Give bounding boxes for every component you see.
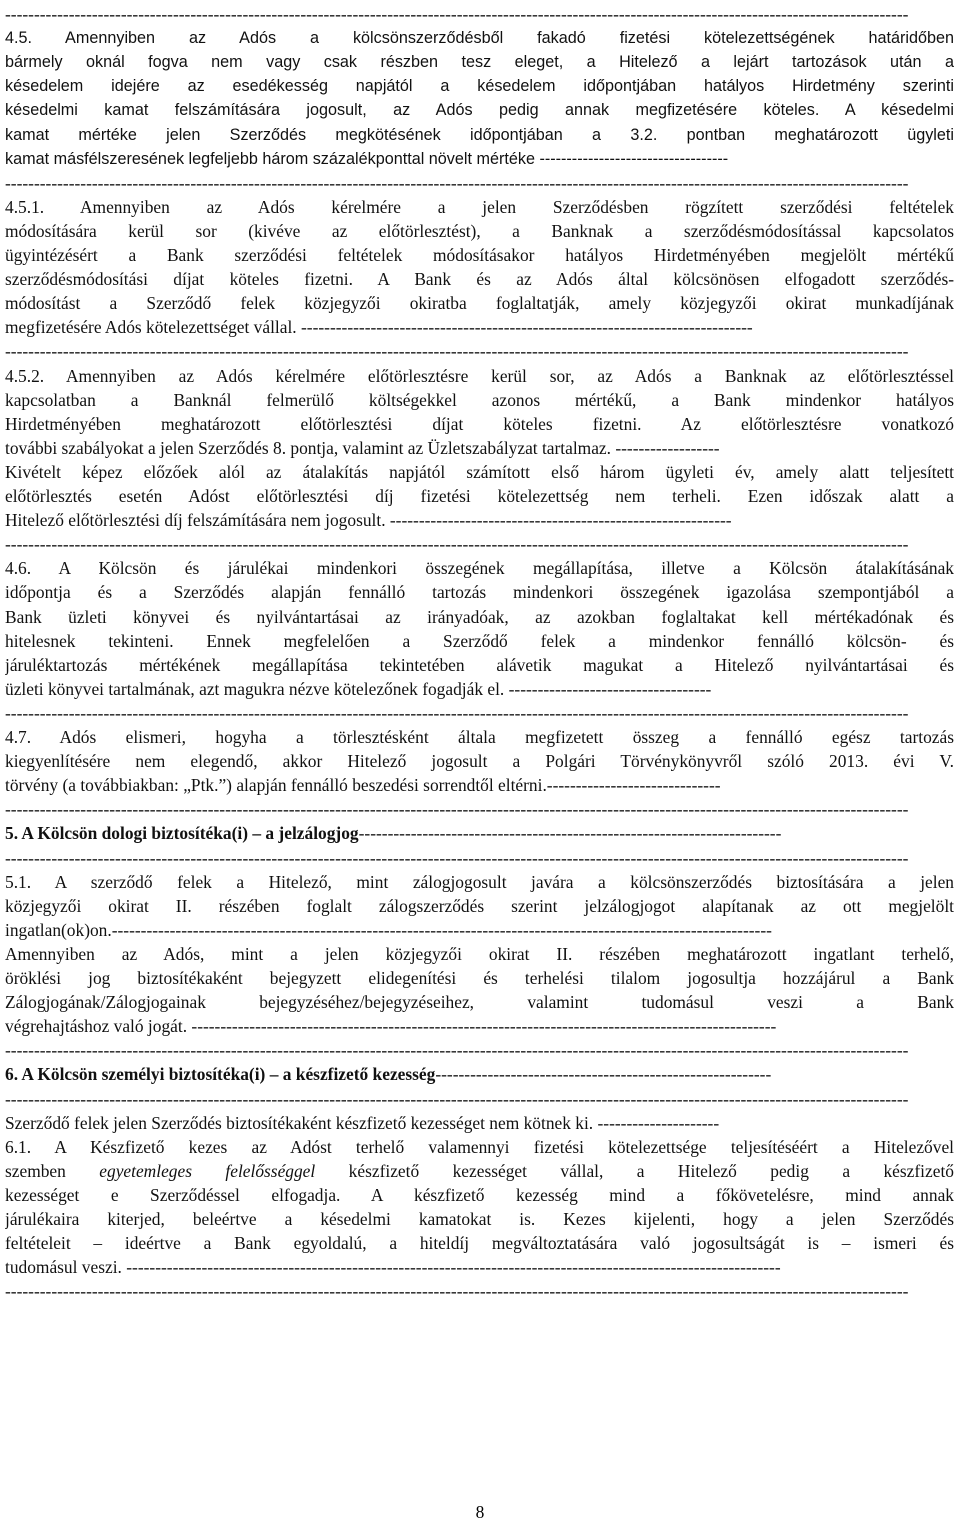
italic-phrase: egyetemleges felelősséggel (99, 1160, 316, 1181)
separator-line: ------------------------------------------------------------------------------------------------------------------------------------------------------------ (5, 4, 909, 24)
text-line: kezességet e Szerződéssel elfogadja. A készfizető kezesség mind a főkövetelésre, mind annak (5, 1184, 954, 1205)
text-line: további szabályokat a jelen Szerződés 8. pontja, valamint az Üzletszabályzat tartalmaz. ------------------ (5, 437, 720, 458)
text-line: ingatlan(ok)on.------------------------------------------------------------------------------------------------------------------ (5, 919, 772, 940)
text-line: kapcsolatban a Banknál felmerülő költségekkel azonos mértékű, a Bank mindenkor hatályos (5, 389, 954, 410)
separator-line: ------------------------------------------------------------------------------------------------------------------------------------------------------------ (5, 1040, 909, 1061)
text-line: kamat mértéke jelen Szerződés megkötésének időpontjában a 3.2. pontban meghatározott ügyleti (5, 125, 954, 144)
text-line: 4.5. Amennyiben az Adós a kölcsönszerződésből fakadó fizetési kötelezettségének határidőben (5, 29, 954, 48)
text-line: módosítására kerül sor (kivéve az előtörlesztést), a Banknak a szerződésmódosítással kapcsolatos (5, 220, 954, 241)
text-line: előtörlesztés esetén Adóst előtörlesztési díj fizetési kötelezettség nem terheli. Ezen időszak alatt a (5, 486, 954, 506)
text-line: Amennyiben az Adós, mint a jelen közjegyzői okirat II. részében meghatározott ingatlant terhelő, (5, 943, 954, 964)
text-line: Zálogjogának/Zálogjogainak bejegyzéséhez/bejegyzéseihez, valamint tudomásul veszi a Bank (5, 992, 954, 1013)
section-heading (5, 1062, 954, 1086)
separator-line: ------------------------------------------------------------------------------------------------------------------------------------------------------------ (5, 702, 909, 723)
heading-text: 6. A Kölcsön személyi biztosítéka(i) – a készfizető kezesség (5, 1064, 436, 1085)
heading-dashes: ---------------------------------------------------------- (435, 1064, 772, 1085)
separator-line: ------------------------------------------------------------------------------------------------------------------------------------------------------------ (5, 1281, 909, 1302)
heading-dashes: ------------------------------------------------------------------------- (358, 823, 782, 844)
separator-line: ------------------------------------------------------------------------------------------------------------------------------------------------------------ (5, 341, 909, 362)
text-line: időpontja és a Szerződés alapján fennálló tartozás mindenkori összegének igazolása szempontjából a (5, 582, 954, 603)
text-line: ügyintézésért a Bank szerződési feltételek módosításakor hatályos Hirdetményében megjelölt mértékű (5, 245, 954, 265)
heading-text: 5. A Kölcsön dologi biztosítéka(i) – a jelzálogjog (5, 823, 359, 844)
text-line: öröklési jog biztosítékaként bejegyzett elidegenítési és terhelési tilalom jogosultja hozzájárul a Bank (5, 968, 954, 988)
text-line: szerződésmódosítási díjat köteles fizetni. A Bank és az Adós által kölcsönösen elfogadott szerződés- (5, 269, 954, 290)
text-line: 6.1. A Készfizető kezes az Adóst terhelő valamennyi fizetési kötelezettsége teljesítéséért a Hitelezővel (5, 1136, 954, 1157)
text-line: 4.5.1. Amennyiben az Adós kérelmére a jelen Szerződésben rögzített szerződési feltételek (5, 196, 954, 217)
text-line: törvény (a továbbiakban: „Ptk.”) alapján fennálló beszedési sorrendtől eltérni.------------------------------ (5, 775, 721, 796)
text-line: járuléktartozás mértékének megállapítása tekintetében alávetik magukat a Hitelező nyilvántartásai és (5, 654, 954, 675)
separator-line: ------------------------------------------------------------------------------------------------------------------------------------------------------------ (5, 172, 909, 193)
text-line: tudomásul veszi. ----------------------------------------------------------------------------------------------------------------- (5, 1257, 781, 1278)
text-line: 4.6. A Kölcsön és járulékai mindenkori összegének megállapítása, illetve a Kölcsön átalakításának (5, 558, 954, 579)
text-line: hitelesnek tekinteni. Ennek megfelelően a Szerződő felek a mindenkor fennálló kölcsön- és (5, 630, 954, 651)
text-line: Kivételt képez előzőek alól az átalakítás napjától számított első három ügyleti év, amely alatt teljesített (5, 461, 954, 482)
text-line: feltételeit – ideértve a Bank egyoldalú, a hiteldíj megváltoztatására való jogosultságát is – ismeri és (5, 1233, 954, 1254)
text-line: kamat másfélszeresének legfeljebb három százalékponttal növelt mértéke ----------------------------------- (5, 149, 729, 168)
text-line: bármely oknál fogva nem vagy csak részben tesz eleget, a Hitelező a lejárt tartozások után a (5, 53, 954, 72)
text-line: Szerződő felek jelen Szerződés biztosítékaként készfizető kezességet nem kötnek ki. --------------------- (5, 1112, 720, 1133)
text-line: késedelmi kamat felszámítására jogosult, az Adós pedig annak megfizetésére köteles. A késedelmi (5, 101, 954, 120)
text-line: Hirdetményében meghatározott előtörlesztési díjat köteles fizetni. Az előtörlesztésre vonatkozó (5, 413, 954, 434)
text-line: 4.5.2. Amennyiben az Adós kérelmére előtörlesztésre kerül sor, az Adós a Banknak az előtörlesztéssel (5, 365, 954, 386)
section-heading (5, 821, 954, 845)
text-line: járulékaira kiterjed, beleértve a késedelmi kamatokat is. Kezes kijelenti, hogy a jelen Szerződés (5, 1209, 954, 1229)
text-line: kiegyenlítésére nem elegendő, akkor Hitelező jogosult a Polgári Törvénykönyvről szóló 2013. évi V. (5, 751, 954, 772)
separator-line: ------------------------------------------------------------------------------------------------------------------------------------------------------------ (5, 1088, 909, 1109)
page-number: 8 (475, 1502, 485, 1522)
text-line: 4.7. Adós elismeri, hogyha a törlesztésként általa megfizetett összeg a fennálló egész tartozás (5, 727, 954, 747)
text-line: módosítást a Szerződő felek közjegyzői okiratba foglaltatják, amely közjegyzői okirat munkadíjának (5, 293, 954, 314)
text-line: Bank üzleti könyvei és nyilvántartásai az irányadóak, az azokban foglaltakat kell mértékadónak és (5, 606, 954, 627)
separator-line: ------------------------------------------------------------------------------------------------------------------------------------------------------------ (5, 534, 909, 555)
separator-line: ------------------------------------------------------------------------------------------------------------------------------------------------------------ (5, 799, 909, 820)
text-line: megfizetésére Adós kötelezettséget vállal. ------------------------------------------------------------------------------ (5, 317, 753, 338)
text-line: szemben egyetemleges felelősséggel készfizető kezességet vállal, a Hitelező pedig a készfizető (5, 1160, 954, 1181)
text-line: üzleti könyvei tartalmának, azt magukra nézve kötelezőnek fogadják el. ----------------------------------- (5, 678, 712, 699)
text-line: 5.1. A szerződő felek a Hitelező, mint zálogjogosult javára a kölcsönszerződés biztosítására a jelen (5, 871, 954, 892)
text-line: késedelem idejére az esedékesség napjától a késedelem időpontjában hatályos Hirdetmény szerinti (5, 77, 954, 96)
text-line: Hitelező előtörlesztési díj felszámítására nem jogosult. ----------------------------------------------------------- (5, 510, 732, 531)
text-line: végrehajtáshoz való jogát. ----------------------------------------------------------------------------------------------------- (5, 1016, 777, 1037)
text-line: közjegyzői okirat II. részében foglalt zálogszerződés szerint jelzálogjogot alapítanak az ott megjelölt (5, 895, 954, 916)
separator-line: ------------------------------------------------------------------------------------------------------------------------------------------------------------ (5, 847, 909, 868)
